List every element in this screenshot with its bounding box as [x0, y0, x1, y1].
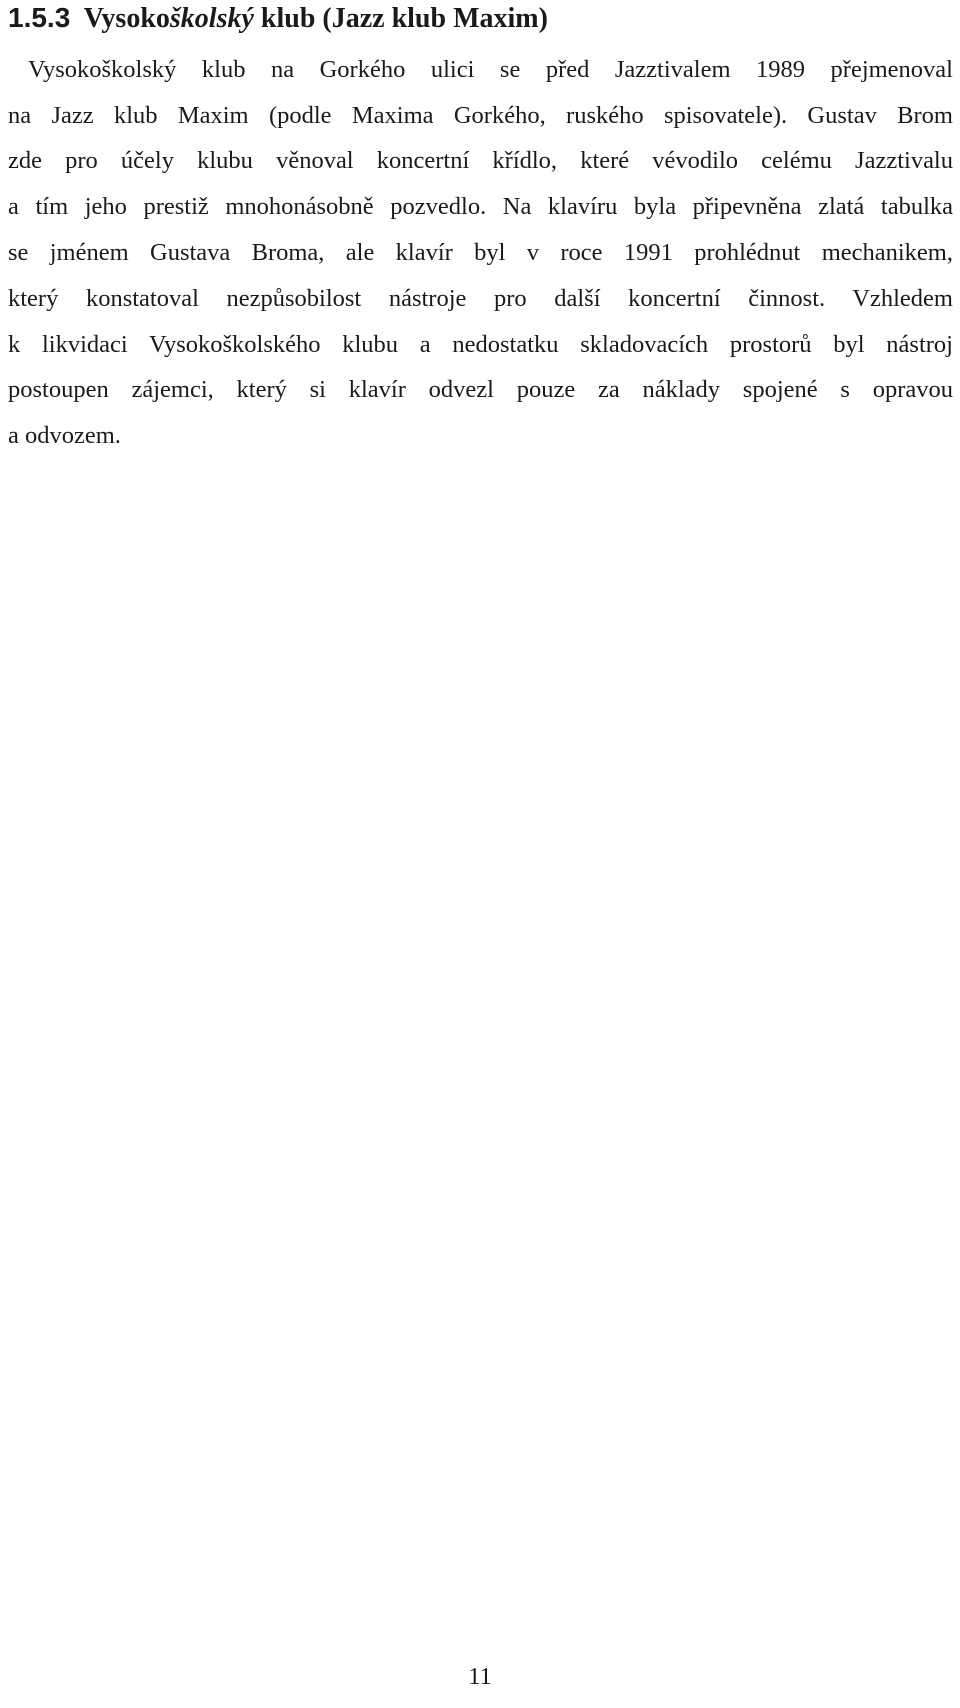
paragraph-line-7: k likvidaci Vysokoškolského klubu a nedostatku skladovacích prostorů byl nástroj [8, 331, 953, 358]
paragraph-line-1: Vysokoškolský klub na Gorkého ulici se před Jazztivalem 1989 přejmenoval [28, 56, 953, 83]
section-title-part1: Vysoko [83, 3, 170, 34]
paragraph-line-2: na Jazz klub Maxim (podle Maxima Gorkého, ruského spisovatele). Gustav Brom [8, 102, 953, 129]
paragraph-line-8: postoupen zájemci, který si klavír odvezl pouze za náklady spojené s opravou [8, 376, 953, 403]
paragraph-line-6: který konstatoval nezpůsobilost nástroje pro další koncertní činnost. Vzhledem [8, 285, 953, 312]
paragraph-line-9: a odvozem. [8, 422, 121, 449]
paragraph-line-5: se jménem Gustava Broma, ale klavír byl v roce 1991 prohlédnut mechanikem, [8, 239, 953, 266]
paragraph-line-3: zde pro účely klubu věnoval koncertní křídlo, které vévodilo celému Jazztivalu [8, 147, 953, 174]
section-title-part3: klub (Jazz klub Maxim) [253, 3, 548, 34]
page-number: 11 [468, 1663, 492, 1690]
paragraph-line-4: a tím jeho prestiž mnohonásobně pozvedlo. Na klavíru byla připevněna zlatá tabulka [8, 193, 953, 220]
section-heading [8, 4, 548, 33]
section-title-part2: školský [169, 3, 254, 34]
section-number: 1.5.3 [8, 2, 71, 33]
